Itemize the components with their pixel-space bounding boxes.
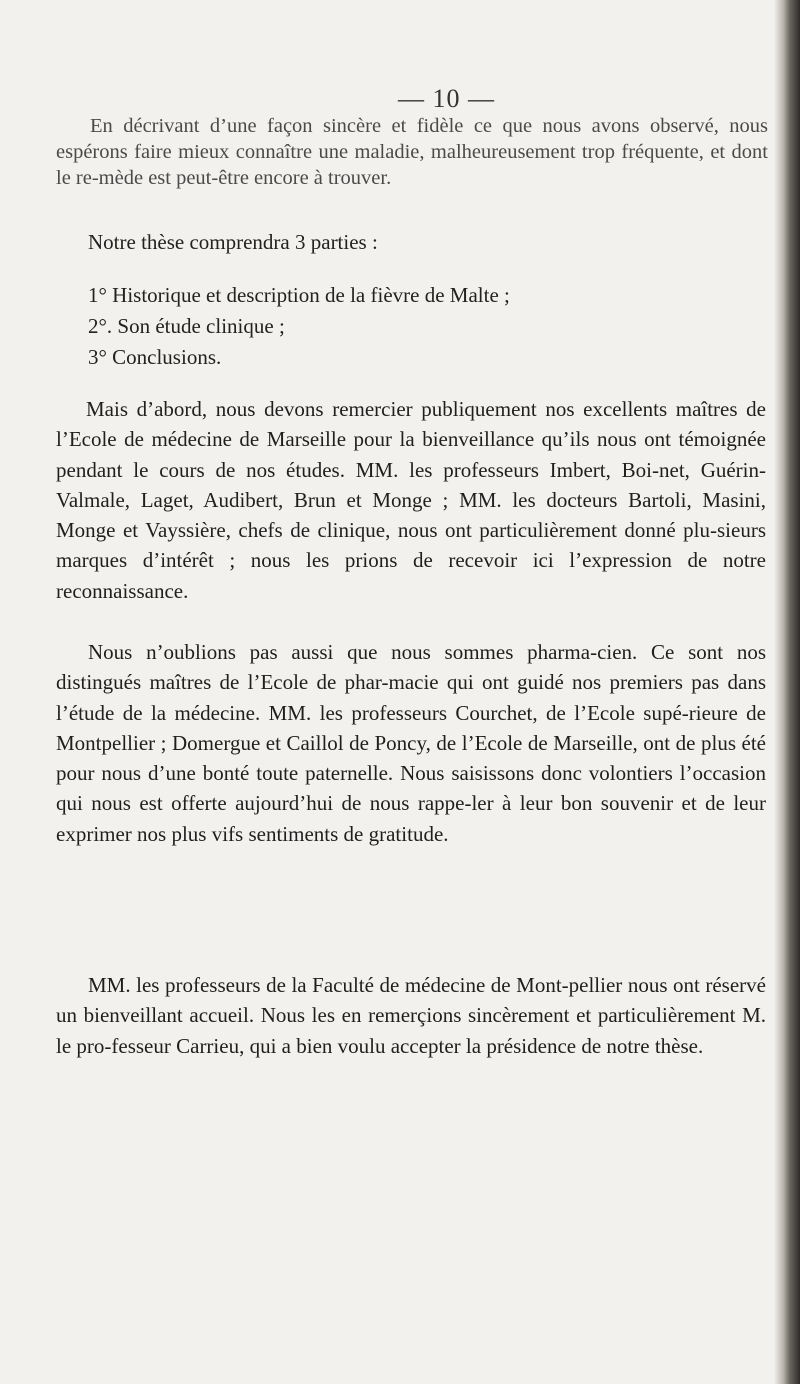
intro-paragraph: En décrivant d’une façon sincère et fidèle ce que nous avons observé, nous espérons faire mieux connaître une maladie, malheureusement trop fréquente, et dont le re-mède est peut-être encore à trouver. [56,115,768,189]
plan-item-3: 3° Conclusions. [88,345,222,369]
acknowledgement-paragraph-2: Nous n’oublions pas aussi que nous sommes pharma-cien. Ce sont nos distingués maîtres de l’Ecole de phar-macie qui ont guidé nos premiers pas dans l’étude de la médecine. MM. les professeurs Courchet, de l’Ecole supé-rieure de Montpellier ; Domergue et Caillol de Poncy, de l’Ecole de Marseille, ont de plus été pour nous d’une bonté toute paternelle. Nous saisissons donc volontiers l’occasion qui nous est offerte aujourd’hui de nous rappe-ler à leur bon souvenir et de leur exprimer nos plus vifs sentiments de gratitude. [56,640,766,846]
page-number: — 10 — [398,84,495,113]
page-edge-shadow [774,0,800,1384]
plan-item-2: 2°. Son étude clinique ; [88,314,285,338]
plan-item-1: 1° Historique et description de la fièvre de Malte ; [88,283,510,307]
acknowledgement-paragraph-3: MM. les professeurs de la Faculté de médecine de Mont-pellier nous ont réservé un bienveillant accueil. Nous les en remerçions sincèrement et particulièrement M. le pro-fesseur Carrieu, qui a bien voulu accepter la présidence de notre thèse. [56,973,766,1058]
plan-heading: Notre thèse comprendra 3 parties : [88,230,378,254]
acknowledgement-paragraph-1: Mais d’abord, nous devons remercier publiquement nos excellents maîtres de l’Ecole de médecine de Marseille pour la bienveillance qu’ils nous ont témoignée pendant le cours de nos études. MM. les professeurs Imbert, Boi-net, Guérin-Valmale, Laget, Audibert, Brun et Monge ; MM. les docteurs Bartoli, Masini, Monge et Vayssière, chefs de clinique, nous ont particulièrement donné plu-sieurs marques d’intérêt ; nous les prions de recevoir ici l’expression de notre reconnaissance. [56,397,766,603]
